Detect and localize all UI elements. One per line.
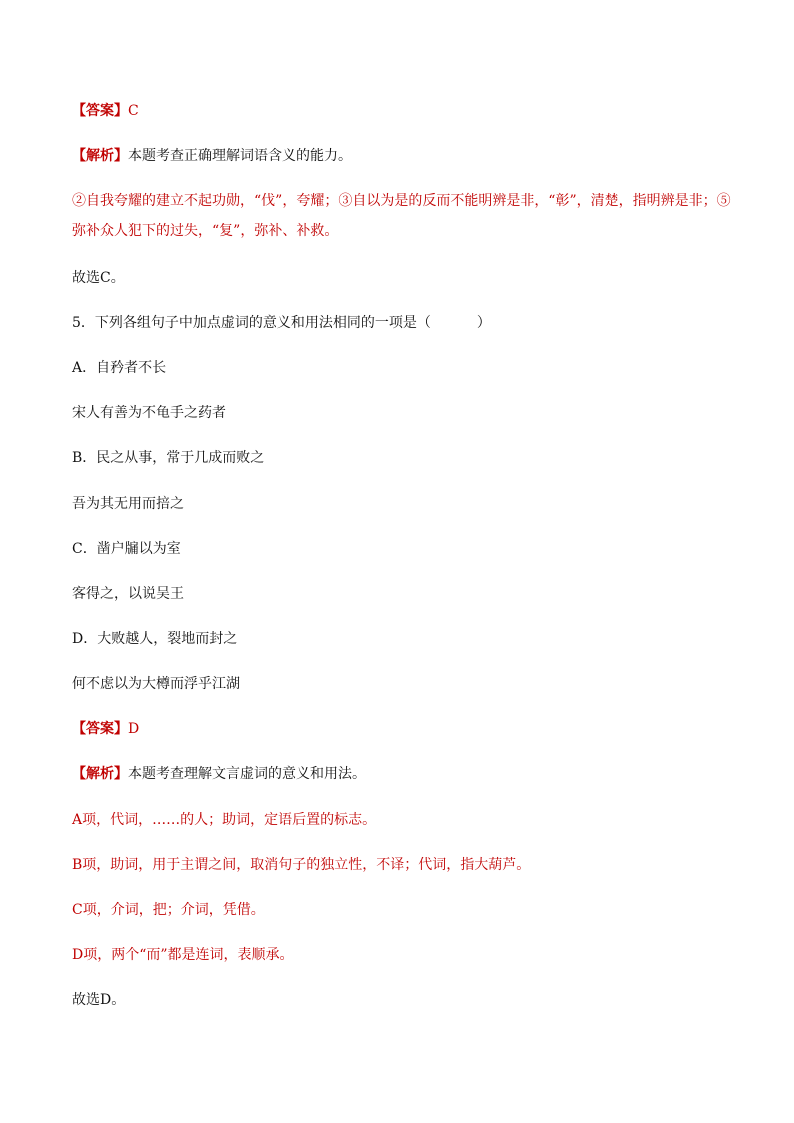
option-text: 民之从事，常于几成而败之 bbox=[96, 450, 265, 466]
answer-tag: 【答案】 bbox=[72, 721, 128, 737]
conclusion-line-1: 故选C。 bbox=[72, 270, 125, 286]
option-d-line-1 bbox=[72, 629, 732, 649]
option-label: C． bbox=[72, 541, 97, 557]
analysis-line-1 bbox=[72, 146, 732, 166]
analysis-text: 本题考查理解文言虚词的意义和用法。 bbox=[128, 766, 366, 782]
option-c-line-1 bbox=[72, 539, 732, 559]
option-d-line-2: 何不虑以为大樽而浮乎江湖 bbox=[72, 676, 240, 692]
explanation-item-d: D项，两个“而”都是连词，表顺承。 bbox=[72, 947, 294, 963]
analysis-tag: 【解析】 bbox=[72, 766, 128, 782]
explanation-item-a: A项，代词，……的人；助词，定语后置的标志。 bbox=[72, 812, 377, 828]
option-label: D． bbox=[72, 631, 98, 647]
option-a-line-2: 宋人有善为不龟手之药者 bbox=[72, 405, 226, 421]
answer-tag: 【答案】 bbox=[72, 103, 128, 119]
analysis-tag: 【解析】 bbox=[72, 148, 128, 164]
answer-value: C bbox=[128, 103, 139, 119]
option-text: 大败越人，裂地而封之 bbox=[97, 631, 238, 647]
analysis-line-2 bbox=[72, 764, 732, 784]
explanation-item-c: C项，介词，把；介词，凭借。 bbox=[72, 902, 265, 918]
option-text: 自矜者不长 bbox=[96, 360, 167, 376]
explanation-item-b: B项，助词，用于主谓之间，取消句子的独立性，不译；代词，指大葫芦。 bbox=[72, 857, 531, 873]
question-stem-before: 5．下列各组句子中加点虚词的意义和用法相同的一项是（ bbox=[72, 315, 431, 331]
option-b-line-2: 吾为其无用而掊之 bbox=[72, 496, 184, 512]
option-b-line-1 bbox=[72, 448, 732, 468]
question-stem-after: ） bbox=[476, 315, 491, 331]
answer-line-1 bbox=[72, 101, 732, 121]
option-c-line-2: 客得之，以说吴王 bbox=[72, 586, 184, 602]
analysis-text: 本题考查正确理解词语含义的能力。 bbox=[128, 148, 352, 164]
answer-line-2 bbox=[72, 719, 732, 739]
option-label: A． bbox=[72, 360, 97, 376]
question-5-stem bbox=[72, 313, 732, 333]
conclusion-line-2: 故选D。 bbox=[72, 992, 126, 1008]
answer-value: D bbox=[128, 721, 140, 737]
option-label: B． bbox=[72, 450, 97, 466]
explanation-paragraph-1: ②自我夸耀的建立不起功勋，“伐”，夸耀；③自以为是的反而不能明辨是非，“彰”，清楚，指明辨是非；⑤弥补众人犯下的过失，“复”，弥补、补救。 bbox=[72, 193, 731, 239]
option-text: 凿户牖以为室 bbox=[96, 541, 181, 557]
option-a-line-1 bbox=[72, 358, 732, 378]
